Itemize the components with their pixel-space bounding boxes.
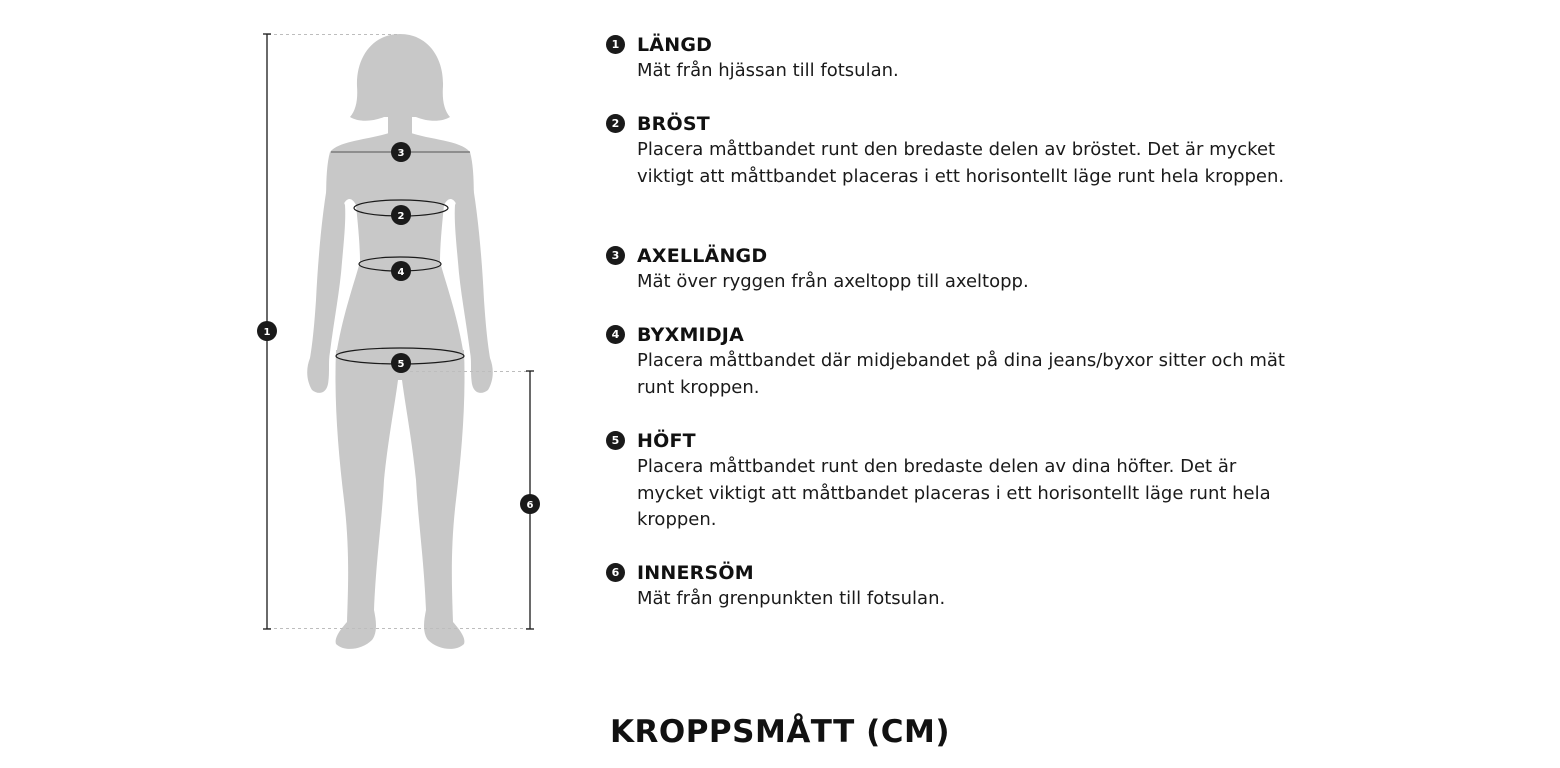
svg-text:3: 3 <box>397 148 405 159</box>
number-badge: 1 <box>606 35 625 54</box>
svg-text:1: 1 <box>263 327 271 338</box>
marker-3 <box>391 142 411 162</box>
item-description: Placera måttbandet runt den bredaste delen av dina höfter. Det är mycket viktigt att måttbandet placeras i ett horisontellt läge runt hela kroppen. <box>637 456 1271 530</box>
svg-text:6: 6 <box>526 500 534 511</box>
female-silhouette <box>307 34 493 649</box>
marker-1 <box>257 321 277 341</box>
marker-6 <box>520 494 540 514</box>
number-badge: 6 <box>606 563 625 582</box>
item-title: BRÖST <box>637 113 710 135</box>
marker-5 <box>391 353 411 373</box>
page-title: KROPPSMÅTT (CM) <box>609 714 951 750</box>
item-description: Mät från grenpunkten till fotsulan. <box>637 588 946 609</box>
svg-text:2: 2 <box>397 211 405 222</box>
number-badge: 4 <box>606 325 625 344</box>
number-badge: 5 <box>606 431 625 450</box>
item-title: HÖFT <box>637 430 696 452</box>
item-title: AXELLÄNGD <box>637 245 768 267</box>
item-title: INNERSÖM <box>637 562 754 584</box>
item-title: LÄNGD <box>637 34 713 56</box>
marker-4 <box>391 261 411 281</box>
item-description: Placera måttbandet där midjebandet på dina jeans/byxor sitter och mät runt kroppen. <box>637 350 1285 398</box>
body-measurement-figure <box>0 0 620 680</box>
number-badge: 2 <box>606 114 625 133</box>
item-description: Mät över ryggen från axeltopp till axeltopp. <box>637 271 1029 292</box>
number-badge: 3 <box>606 246 625 265</box>
item-title: BYXMIDJA <box>637 324 744 346</box>
item-description: Mät från hjässan till fotsulan. <box>637 60 899 81</box>
marker-2 <box>391 205 411 225</box>
svg-text:4: 4 <box>397 267 405 278</box>
item-description: Placera måttbandet runt den bredaste delen av bröstet. Det är mycket viktigt att måttbandet placeras i ett horisontellt läge runt hela kroppen. <box>637 139 1285 187</box>
svg-text:5: 5 <box>397 359 405 370</box>
